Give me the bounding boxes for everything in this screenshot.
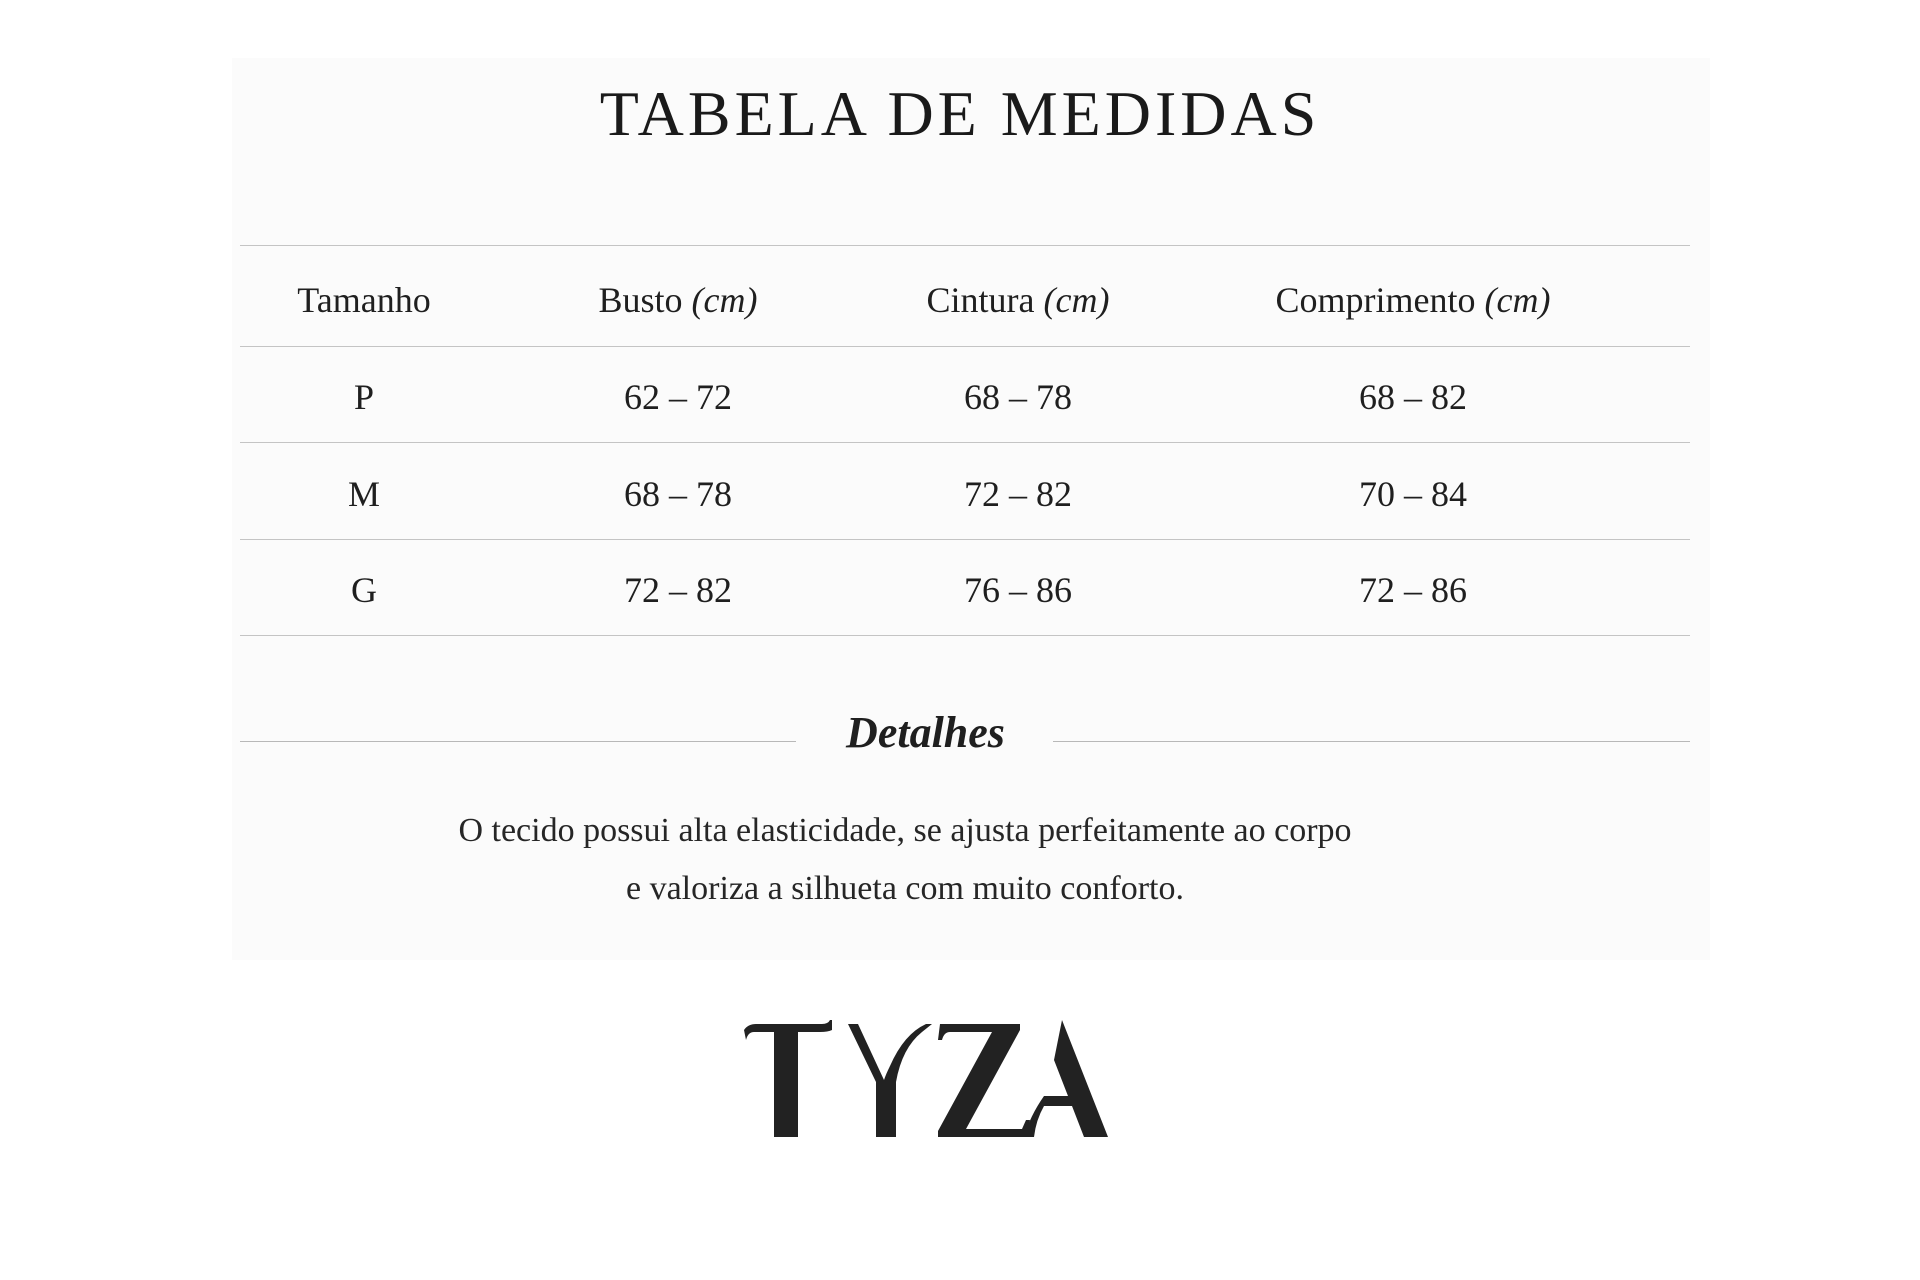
column-header-label: Comprimento [1275,280,1476,320]
waist-cell: 72 – 82 [964,474,1072,514]
size-cell: G [351,570,377,610]
waist-cell: 76 – 86 [964,570,1072,610]
length-cell: 72 – 86 [1359,570,1467,610]
details-text-line: e valoriza a silhueta com muito conforto. [626,870,1184,907]
bust-cell: 68 – 78 [624,474,732,514]
column-header-unit: (cm) [691,280,758,320]
column-header-label: Tamanho [297,280,431,320]
details-heading: Detalhes [846,708,1005,757]
column-header-unit: (cm) [1484,280,1551,320]
column-header-size [214,280,514,320]
details-text-line: O tecido possui alta elasticidade, se ajusta perfeitamente ao corpo [458,812,1352,849]
column-header-waist [868,280,1168,320]
size-cell: P [353,377,375,417]
table-bottom-rule [240,635,1690,636]
size-cell: M [347,474,380,514]
column-header-unit: (cm) [1043,280,1110,320]
length-cell: 70 – 84 [1359,474,1467,514]
bust-cell: 62 – 72 [624,377,732,417]
column-header-bust [528,280,828,320]
page-title: TABELA DE MEDIDAS [599,78,1321,149]
bust-cell: 72 – 82 [624,570,732,610]
table-row-divider [240,539,1690,540]
length-cell: 68 – 82 [1359,377,1467,417]
column-header-label: Cintura [926,280,1035,320]
table-row-divider [240,442,1690,443]
column-header-length [1203,280,1623,320]
brand-logo [744,1020,1108,1145]
waist-cell: 68 – 78 [964,377,1072,417]
table-header-rule [240,346,1690,347]
table-top-rule [240,245,1690,246]
column-header-label: Busto [598,280,683,320]
